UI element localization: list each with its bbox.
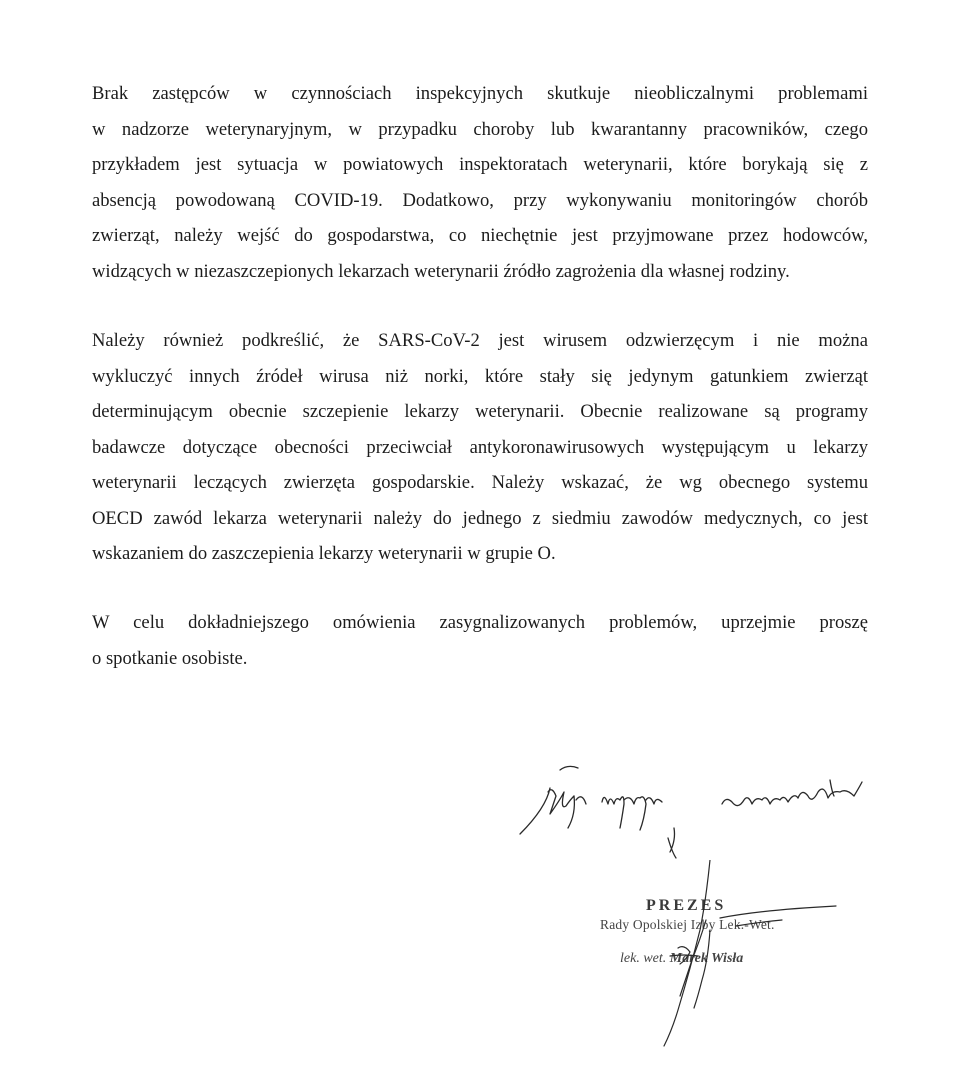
text-line: przykładem jest sytuacja w powiatowych inspektoratach weterynarii, które borykają się z (92, 154, 868, 175)
text-line: determinującym obecnie szczepienie lekarzy weterynarii. Obecnie realizowane są programy (92, 401, 868, 422)
stamp-title: PREZES (646, 897, 727, 914)
stamp-organization: Rady Opolskiej Izby Lek.-Wet. (600, 917, 775, 932)
text-line: w nadzorze weterynaryjnym, w przypadku choroby lub kwarantanny pracowników, czego (92, 118, 868, 140)
paragraph-staffing (92, 76, 868, 289)
text-line: wskazaniem do zaszczepienia lekarzy weterynarii w grupie O. (92, 543, 556, 564)
text-line: W celu dokładniejszego omówienia zasygnalizowanych problemów, uprzejmie proszę (92, 612, 868, 633)
text-line: zwierząt, należy wejść do gospodarstwa, co niechętnie jest przyjmowane przez hodowców, (92, 225, 868, 246)
text-line: Brak zastępców w czynnościach inspekcyjnych skutkuje nieobliczalnymi problemami (92, 83, 868, 104)
handwritten-closing (490, 748, 890, 868)
handwritten-signature (560, 860, 860, 1050)
text-line: widzących w niezaszczepionych lekarzach weterynarii źródło zagrożenia dla własnej rodziny. (92, 260, 790, 282)
signatory-prefix: lek. wet. (620, 951, 667, 966)
text-line: o spotkanie osobiste. (92, 647, 248, 669)
text-line: Należy również podkreślić, że SARS-CoV-2 jest wirusem odzwierzęcym i nie można (92, 330, 868, 351)
text-line: OECD zawód lekarza weterynarii należy do jednego z siedmiu zawodów medycznych, co jest (92, 507, 868, 529)
paragraph-meeting-request (92, 605, 868, 676)
text-line: wykluczyć innych źródeł wirusa niż norki, które stały się jedynym gatunkiem zwierząt (92, 365, 868, 387)
paragraph-sars-cov-2 (92, 323, 868, 572)
text-line: absencją powodowaną COVID-19. Dodatkowo, przy wykonywaniu monitoringów chorób (92, 189, 868, 211)
signatory-name: Marek Wisła (669, 951, 744, 966)
text-line: weterynarii leczących zwierzęta gospodarskie. Należy wskazać, że wg obecnego systemu (92, 472, 868, 493)
text-line: badawcze dotyczące obecności przeciwciał antykoronawirusowych występującym u lekarzy (92, 436, 868, 458)
